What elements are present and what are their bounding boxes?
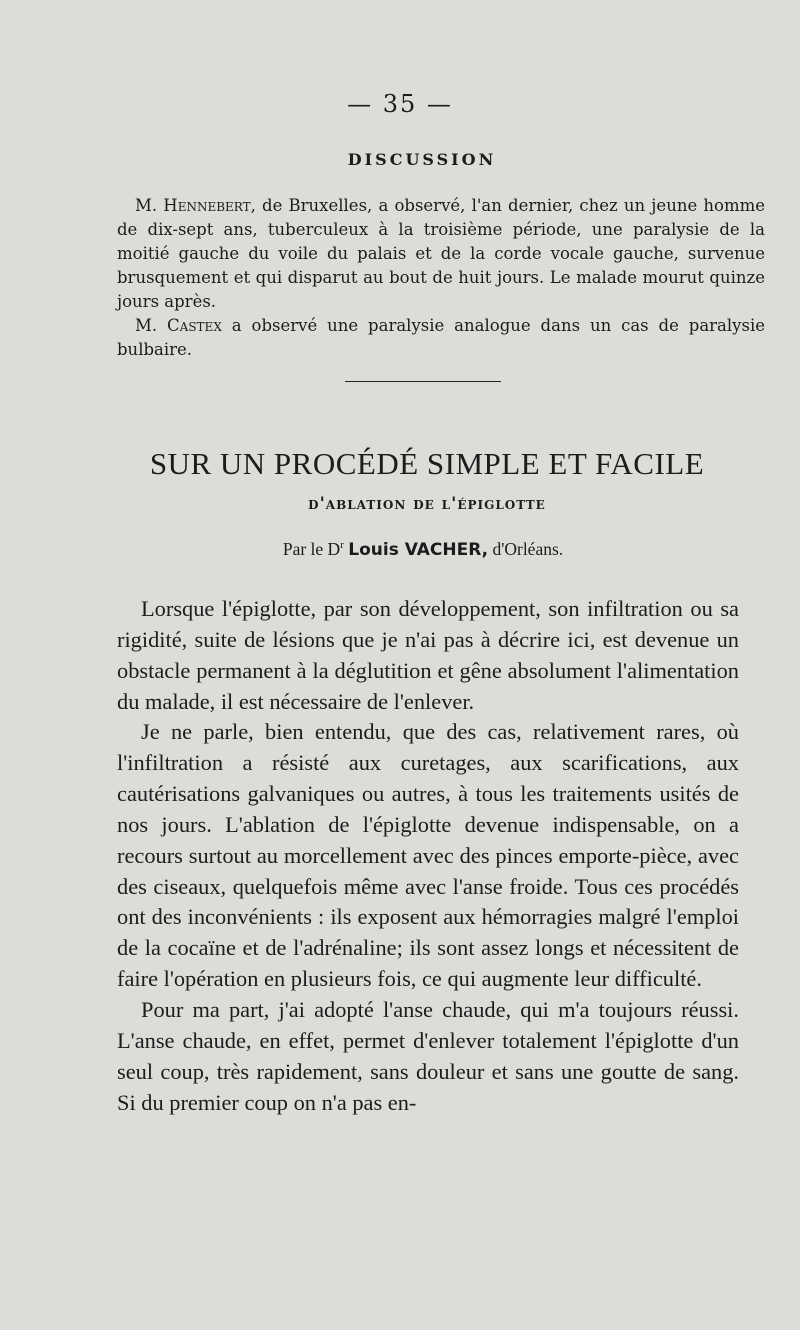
speaker-name: M. Hennebert, [135,196,256,215]
byline-prefix: Par le D [282,539,341,559]
body-paragraph: Je ne parle, bien entendu, que des cas, relativement rares, où l'infiltration a résisté aux curetages, aux scarifications, aux cautérisations galvaniques ou autres, à tous les traitements usités de nos jours. L'ablation de l'épiglotte devenue indispensable, on a recours surtout au morcellement avec des pinces emporte-pièce, avec des ciseaux, quelquefois même avec l'anse froide. Tous ces procédés ont des inconvénients : ils exposent aux hémorragies malgré l'emploi de la cocaïne et de l'adrénaline; ils sont assez longs et nécessitent de faire l'opération en plusieurs fois, ce qui augmente leur difficulté. [117,719,739,992]
discussion-section [117,194,765,362]
article-subtitle: d'ablation de l'épiglotte [308,494,546,514]
discussion-text: a observé une paralysie analogue dans un cas de paralysie bulbaire. [117,316,766,359]
article-body [117,594,739,1118]
page-number: — 35 — [347,90,453,118]
author-name: Louis VACHER, [348,540,489,560]
byline-superscript: r [340,539,344,552]
discussion-paragraph [117,194,765,314]
section-divider [345,381,501,382]
article-title: SUR UN PROCÉDÉ SIMPLE ET FACILE [149,446,705,481]
body-paragraph: Lorsque l'épiglotte, par son développement, son infiltration ou sa rigidité, suite de lésions que je n'ai pas à décrire ici, est devenue un obstacle permanent à la déglutition et gêne absolument l'alimentation du malade, il est nécessaire de l'enlever. [117,596,739,714]
byline-suffix: d'Orléans. [488,539,564,559]
discussion-paragraph [117,314,765,362]
speaker-name: M. Castex [135,316,222,335]
discussion-text: de Bruxelles, a observé, l'an dernier, chez un jeune homme de dix-sept ans, tuberculeux à la troisième période, une paralysie de la moitié gauche du voile du palais et de la corde vocale gauche, survenue brusquement et qui disparut au bout de huit jours. Le malade mourut quinze jours après. [117,196,765,311]
byline [0,539,800,560]
body-paragraph: Pour ma part, j'ai adopté l'anse chaude, qui m'a toujours réussi. L'anse chaude, en effet, permet d'enlever totalement l'épiglotte d'un seul coup, très rapidement, sans douleur et sans une goutte de sang. Si du premier coup on n'a pas en- [117,996,739,1115]
discussion-heading: DISCUSSION [347,150,497,169]
